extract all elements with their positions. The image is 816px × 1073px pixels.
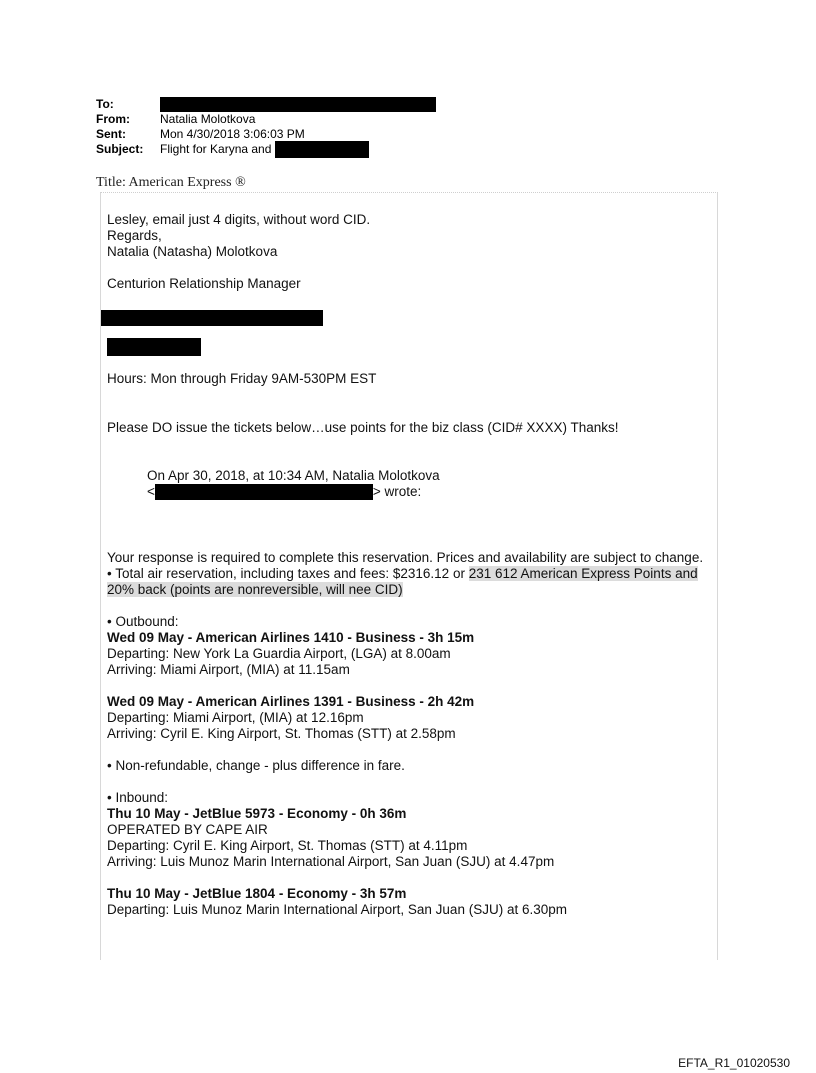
flight-depart: Departing: Miami Airport, (MIA) at 12.16pm (107, 710, 364, 725)
flight-depart: Departing: Luis Munoz Marin International Airport, San Juan (SJU) at 6.30pm (107, 902, 567, 917)
total-prefix: • Total air reservation, including taxes and fees: $2316.12 or (107, 566, 469, 581)
quote-lt: < (147, 484, 155, 499)
regards-line: Regards, (107, 228, 162, 243)
redaction-block (160, 97, 436, 112)
subject-value: Flight for Karyna and (160, 142, 272, 156)
redaction-block (101, 310, 323, 326)
document-title: Title: American Express ® (96, 175, 246, 190)
message-body (107, 212, 707, 918)
from-row (96, 112, 436, 127)
signature-role: Centurion Relationship Manager (107, 276, 301, 291)
subject-label: Subject: (96, 142, 144, 156)
to-label: To: (96, 97, 114, 111)
to-row (96, 97, 436, 112)
redaction-block (107, 338, 201, 356)
response-line: Your response is required to complete this reservation. Prices and availability are subject to change. (107, 550, 704, 565)
redaction-block (275, 141, 369, 158)
outbound-label: • Outbound: (107, 614, 179, 629)
nonrefundable-line: • Non-refundable, change - plus difference in fare. (107, 758, 405, 773)
signature-name: Natalia (Natasha) Molotkova (107, 244, 278, 259)
sent-label: Sent: (96, 127, 126, 141)
hours-line: Hours: Mon through Friday 9AM-530PM EST (107, 371, 377, 386)
from-value: Natalia Molotkova (160, 112, 256, 126)
flight-depart: Departing: New York La Guardia Airport, (LGA) at 8.00am (107, 646, 451, 661)
flight-arrive: Arriving: Cyril E. King Airport, St. Thomas (STT) at 2.58pm (107, 726, 456, 741)
instruction-line: Please DO issue the tickets below…use points for the biz class (CID# XXXX) Thanks! (107, 420, 619, 435)
quote-wrote: > wrote: (372, 484, 422, 499)
flight-title: Thu 10 May - JetBlue 1804 - Economy - 3h 57m (107, 886, 407, 901)
bates-number: EFTA_R1_01020530 (678, 1056, 790, 1070)
total-line (107, 566, 707, 598)
flight-title: Wed 09 May - American Airlines 1391 - Business - 2h 42m (107, 694, 475, 709)
quote-header (107, 468, 707, 500)
flight-title: Thu 10 May - JetBlue 5973 - Economy - 0h 36m (107, 806, 407, 821)
flight-arrive: Arriving: Luis Munoz Marin International Airport, San Juan (SJU) at 4.47pm (107, 854, 555, 869)
intro-line: Lesley, email just 4 digits, without word CID. (107, 212, 371, 227)
quote-line: On Apr 30, 2018, at 10:34 AM, Natalia Molotkova (147, 468, 440, 483)
inbound-label: • Inbound: (107, 790, 169, 805)
flight-arrive: Arriving: Miami Airport, (MIA) at 11.15am (107, 662, 350, 677)
flight-operated: OPERATED BY CAPE AIR (107, 822, 268, 837)
redaction-block (155, 484, 373, 500)
from-label: From: (96, 112, 130, 126)
email-header (96, 97, 436, 157)
sent-row (96, 127, 436, 142)
total-highlight: 231 612 American Express Points and 20% back (points are nonreversible, will nee CID) (107, 566, 698, 597)
subject-row (96, 142, 436, 157)
sent-value: Mon 4/30/2018 3:06:03 PM (160, 127, 305, 141)
flight-depart: Departing: Cyril E. King Airport, St. Thomas (STT) at 4.11pm (107, 838, 468, 853)
flight-title: Wed 09 May - American Airlines 1410 - Business - 3h 15m (107, 630, 475, 645)
